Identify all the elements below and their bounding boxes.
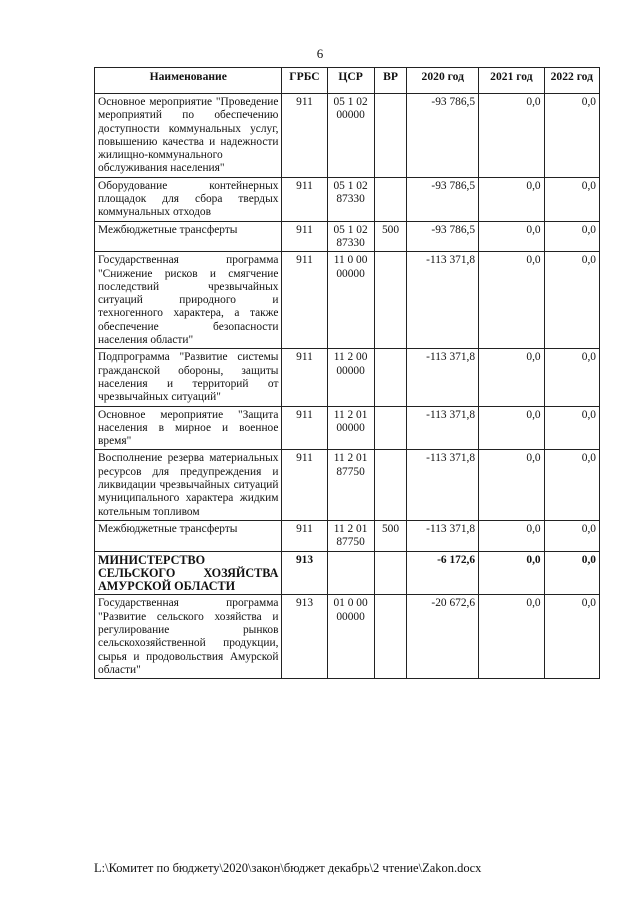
header-2021: 2021 год bbox=[479, 68, 545, 94]
cell-2021: 0,0 bbox=[479, 349, 545, 406]
cell-grbs: 913 bbox=[282, 551, 327, 595]
cell-vr bbox=[374, 450, 407, 520]
cell-csr: 11 2 01 87750 bbox=[327, 450, 374, 520]
cell-2022: 0,0 bbox=[544, 177, 599, 221]
cell-csr: 11 2 00 00000 bbox=[327, 349, 374, 406]
cell-vr: 500 bbox=[374, 221, 407, 252]
header-vr: ВР bbox=[374, 68, 407, 94]
cell-grbs: 911 bbox=[282, 177, 327, 221]
cell-2021: 0,0 bbox=[479, 595, 545, 679]
cell-2021: 0,0 bbox=[479, 177, 545, 221]
cell-2022: 0,0 bbox=[544, 551, 599, 595]
table-row bbox=[95, 595, 600, 679]
header-name: Наименование bbox=[95, 68, 282, 94]
cell-2021: 0,0 bbox=[479, 450, 545, 520]
cell-vr bbox=[374, 177, 407, 221]
table-row bbox=[95, 221, 600, 252]
cell-name: Восполнение резерва материальных ресурсов для предупреждения и ликвидации чрезвычайных ситуаций муниципального характера жидким котельным топливом bbox=[95, 450, 282, 520]
cell-2020: -20 672,6 bbox=[407, 595, 479, 679]
cell-2021: 0,0 bbox=[479, 94, 545, 178]
table-row bbox=[95, 551, 600, 595]
cell-2021: 0,0 bbox=[479, 252, 545, 349]
cell-2022: 0,0 bbox=[544, 595, 599, 679]
cell-grbs: 911 bbox=[282, 94, 327, 178]
cell-vr bbox=[374, 595, 407, 679]
cell-name: Основное мероприятие "Проведение мероприятий по обеспечению доступности коммунальных услуг, повышению качества и надежности жилищно-коммунального обслуживания населения" bbox=[95, 94, 282, 178]
cell-2020: -113 371,8 bbox=[407, 520, 479, 551]
cell-grbs: 911 bbox=[282, 221, 327, 252]
cell-csr: 11 2 01 00000 bbox=[327, 406, 374, 450]
cell-2021: 0,0 bbox=[479, 406, 545, 450]
cell-csr bbox=[327, 551, 374, 595]
budget-table bbox=[94, 67, 600, 679]
header-csr: ЦСР bbox=[327, 68, 374, 94]
cell-2020: -113 371,8 bbox=[407, 252, 479, 349]
cell-grbs: 913 bbox=[282, 595, 327, 679]
cell-grbs: 911 bbox=[282, 450, 327, 520]
cell-2021: 0,0 bbox=[479, 520, 545, 551]
cell-csr: 11 2 01 87750 bbox=[327, 520, 374, 551]
cell-name: Оборудование контейнерных площадок для сбора твердых коммунальных отходов bbox=[95, 177, 282, 221]
cell-vr bbox=[374, 349, 407, 406]
cell-2022: 0,0 bbox=[544, 450, 599, 520]
cell-grbs: 911 bbox=[282, 520, 327, 551]
cell-2022: 0,0 bbox=[544, 406, 599, 450]
table-row bbox=[95, 94, 600, 178]
cell-csr: 05 1 02 87330 bbox=[327, 221, 374, 252]
header-grbs: ГРБС bbox=[282, 68, 327, 94]
cell-vr bbox=[374, 551, 407, 595]
cell-2022: 0,0 bbox=[544, 252, 599, 349]
cell-2020: -93 786,5 bbox=[407, 221, 479, 252]
cell-2021: 0,0 bbox=[479, 221, 545, 252]
table-row bbox=[95, 406, 600, 450]
table-row bbox=[95, 177, 600, 221]
cell-csr: 05 1 02 00000 bbox=[327, 94, 374, 178]
table-header-row bbox=[95, 68, 600, 94]
table-row bbox=[95, 252, 600, 349]
cell-name: Межбюджетные трансферты bbox=[95, 221, 282, 252]
cell-name: МИНИСТЕРСТВО СЕЛЬСКОГО ХОЗЯЙСТВА АМУРСКОЙ ОБЛАСТИ bbox=[95, 551, 282, 595]
cell-grbs: 911 bbox=[282, 252, 327, 349]
cell-csr: 05 1 02 87330 bbox=[327, 177, 374, 221]
cell-vr bbox=[374, 252, 407, 349]
cell-2021: 0,0 bbox=[479, 551, 545, 595]
footer-file-path: L:\Комитет по бюджету\2020\закон\бюджет декабрь\2 чтение\Zakon.docx bbox=[94, 861, 482, 875]
cell-name: Подпрограмма "Развитие системы гражданской обороны, защиты населения и территорий от чрезвычайных ситуаций" bbox=[95, 349, 282, 406]
cell-2022: 0,0 bbox=[544, 349, 599, 406]
cell-name: Основное мероприятие "Защита населения в мирное и военное время" bbox=[95, 406, 282, 450]
cell-2020: -93 786,5 bbox=[407, 177, 479, 221]
table-row bbox=[95, 450, 600, 520]
page-number: 6 bbox=[316, 46, 324, 61]
cell-2020: -113 371,8 bbox=[407, 349, 479, 406]
cell-csr: 01 0 00 00000 bbox=[327, 595, 374, 679]
cell-vr bbox=[374, 94, 407, 178]
cell-2020: -6 172,6 bbox=[407, 551, 479, 595]
cell-2020: -113 371,8 bbox=[407, 406, 479, 450]
cell-vr: 500 bbox=[374, 520, 407, 551]
cell-2022: 0,0 bbox=[544, 94, 599, 178]
cell-2020: -113 371,8 bbox=[407, 450, 479, 520]
header-2020: 2020 год bbox=[407, 68, 479, 94]
cell-name: Государственная программа "Снижение рисков и смягчение последствий чрезвычайных ситуаций природного и техногенного характера, а также обеспечение безопасности населения области" bbox=[95, 252, 282, 349]
table-row bbox=[95, 349, 600, 406]
cell-grbs: 911 bbox=[282, 406, 327, 450]
cell-csr: 11 0 00 00000 bbox=[327, 252, 374, 349]
header-2022: 2022 год bbox=[544, 68, 599, 94]
cell-name: Государственная программа "Развитие сельского хозяйства и регулирование рынков сельскохозяйственной продукции, сырья и продовольствия Амурской области" bbox=[95, 595, 282, 679]
cell-vr bbox=[374, 406, 407, 450]
cell-name: Межбюджетные трансферты bbox=[95, 520, 282, 551]
cell-grbs: 911 bbox=[282, 349, 327, 406]
table-row bbox=[95, 520, 600, 551]
cell-2020: -93 786,5 bbox=[407, 94, 479, 178]
cell-2022: 0,0 bbox=[544, 520, 599, 551]
cell-2022: 0,0 bbox=[544, 221, 599, 252]
